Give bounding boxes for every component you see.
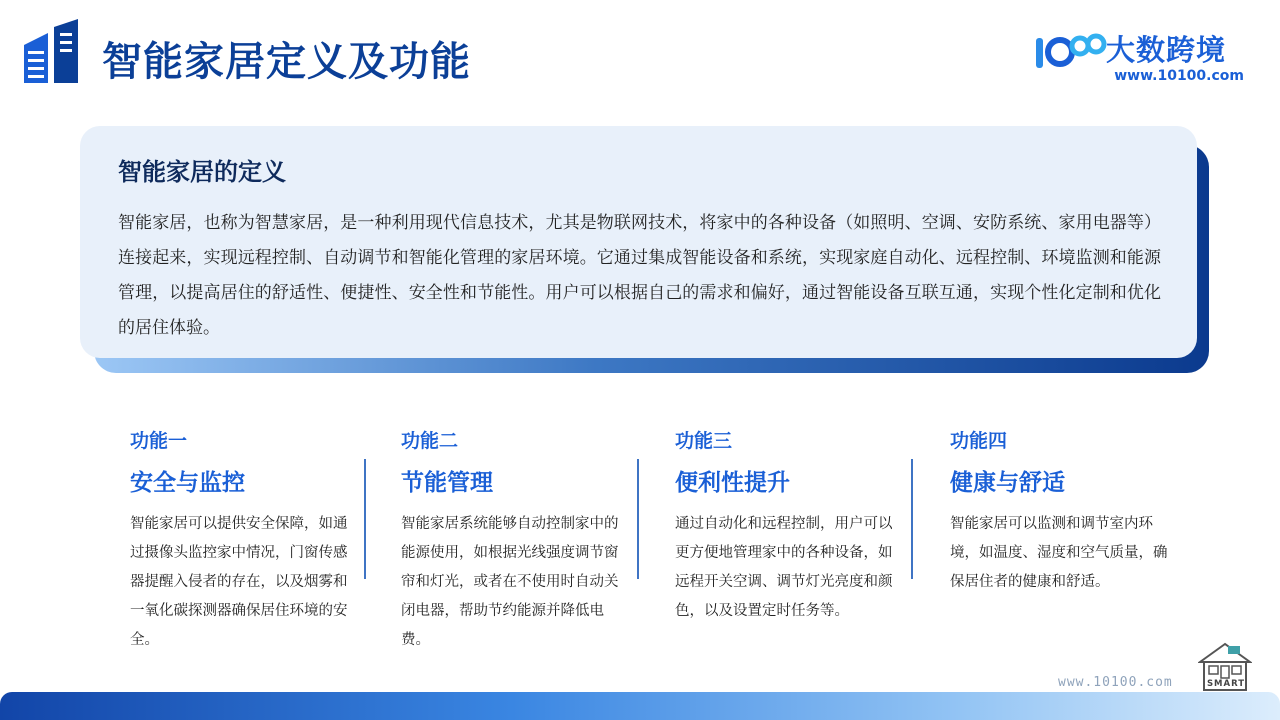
feature-health (950, 424, 1172, 597)
feature-number: 功能一 (130, 430, 188, 452)
page-title: 智能家居定义及功能 (102, 39, 471, 85)
feature-number: 功能二 (401, 430, 459, 452)
definition-title: 智能家居的定义 (118, 158, 286, 186)
feature-number: 功能三 (675, 430, 733, 452)
smart-label: SMART (1206, 679, 1246, 689)
feature-energy (401, 424, 623, 655)
logo-mark-icon (1034, 32, 1110, 72)
definition-card (80, 126, 1197, 358)
footer-url: www.10100.com (1058, 675, 1173, 690)
feature-description: 智能家居系统能够自动控制家中的能源使用，如根据光线强度调节窗帘和灯光，或者在不使用时自动关闭电器，帮助节约能源并降低电费。 (401, 516, 619, 648)
feature-description: 智能家居可以监测和调节室内环境，如温度、湿度和空气质量，确保居住者的健康和舒适。 (950, 516, 1168, 590)
divider (911, 459, 913, 579)
feature-security (130, 424, 352, 655)
brand-logo (1034, 32, 1244, 88)
brand-url: www.10100.com (1114, 68, 1244, 84)
buildings-icon (24, 19, 78, 83)
feature-title: 健康与舒适 (950, 470, 1065, 496)
feature-title: 安全与监控 (130, 470, 245, 496)
feature-title: 便利性提升 (675, 470, 790, 496)
divider (637, 459, 639, 579)
brand-name: 大数跨境 (1106, 33, 1227, 67)
feature-convenience (675, 424, 897, 626)
feature-title: 节能管理 (401, 470, 493, 496)
feature-description: 智能家居可以提供安全保障，如通过摄像头监控家中情况，门窗传感器提醒入侵者的存在，以及烟雾和一氧化碳探测器确保居住环境的安全。 (130, 516, 348, 648)
divider (364, 459, 366, 579)
feature-number: 功能四 (950, 430, 1008, 452)
feature-description: 通过自动化和远程控制，用户可以更方便地管理家中的各种设备，如远程开关空调、调节灯光亮度和颜色，以及设置定时任务等。 (675, 516, 893, 619)
bottom-gradient-bar (0, 692, 1280, 720)
definition-body: 智能家居，也称为智慧家居，是一种利用现代信息技术，尤其是物联网技术，将家中的各种设备（如照明、空调、安防系统、家用电器等）连接起来，实现远程控制、自动调节和智能化管理的家居环境。它通过集成智能设备和系统，实现家庭自动化、远程控制、环境监测和能源管理，以提高居住的舒适性、便捷性、安全性和节能性。用户可以根据自己的需求和偏好，通过智能设备互联互通，实现个性化定制和优化的居住体验。 (118, 213, 1161, 338)
